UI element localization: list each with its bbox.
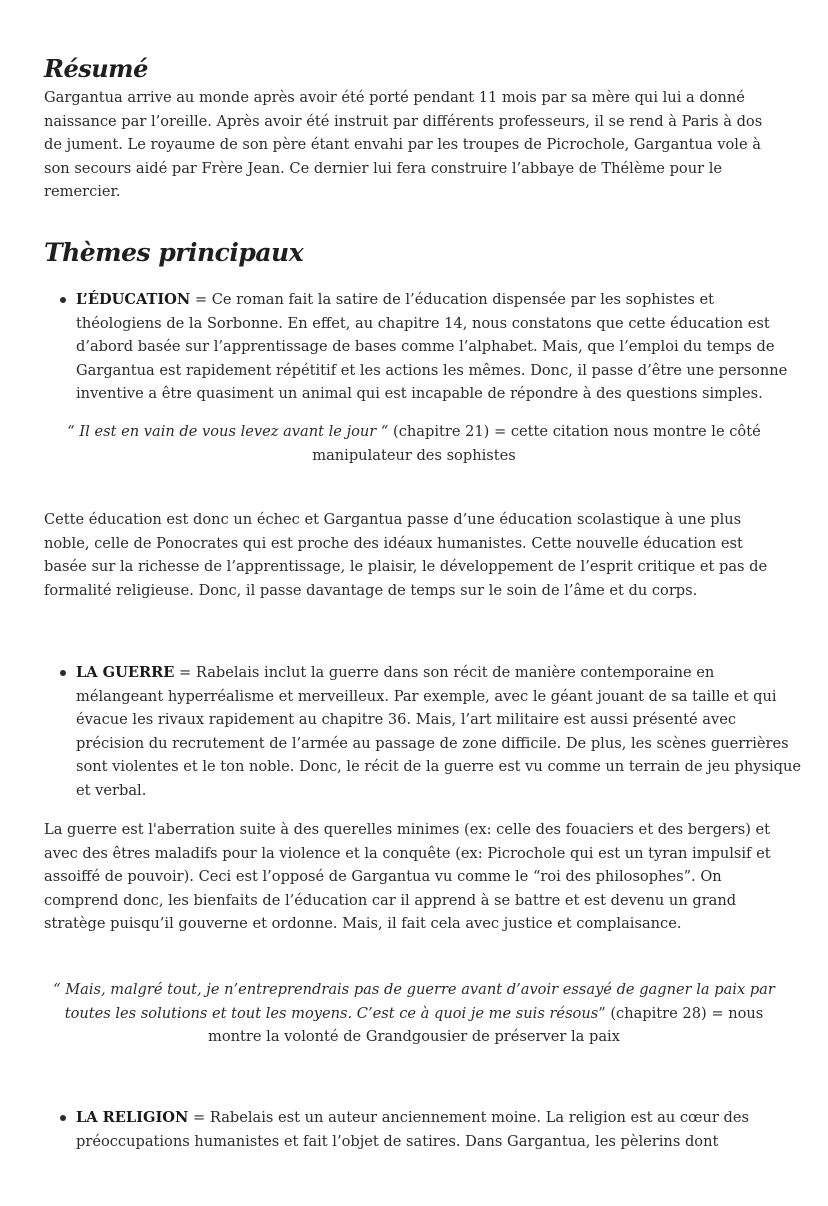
resume-paragraph: Gargantua arrive au monde après avoir été porté pendant 11 mois par sa mère qui lui a donné naissance par l’oreille. Après avoir été instruit par différents professeurs, il se rend à Paris à dos de jument. Le royaume de son père étant envahi par les troupes de Picrochole, Gargantua vole à son secours aidé par Frère Jean. Ce dernier lui fera construire l’abbaye de Thélème pour le remercier. — [44, 89, 763, 201]
education-quote — [44, 420, 784, 467]
guerre-followup: La guerre est l'aberration suite à des querelles minimes (ex: celle des fouaciers et des bergers) et avec des êtres maladifs pour la violence et la conquête (ex: Picrochole qui est un tyran impulsif et assoiffé de pouvoir). Ceci est l’opposé de Gargantua vu comme le “roi des philosophes”. On comprend donc, les bienfaits de l’éducation car il apprend à se battre et est devenu un grand stratège puisqu’il gouverne et ordonne. Mais, il fait cela avec justice et complaisance. — [44, 821, 771, 933]
education-term: L’ÉDUCATION — [76, 291, 191, 308]
education-text: = Ce roman fait la satire de l’éducation dispensée par les sophistes et théologiens de la Sorbonne. En effet, au chapitre 14, nous constatons que cette éducation est d’abord basée sur l’apprentissage de bases comme l’alphabet. Mais, que l’emploi du temps de Gargantua est rapidement répétitif et les actions les mêmes. Donc, il passe d’être une personne inventive a être quasiment un animal qui est incapable de répondre à des questions simples. — [76, 291, 788, 403]
education-followup: Cette éducation est donc un échec et Gargantua passe d’une éducation scolastique à une plus noble, celle de Ponocrates qui est proche des idéaux humanistes. Cette nouvelle éducation est basée sur la richesse de l’apprentissage, le plaisir, le développement de l’esprit critique et pas de formalité religieuse. Donc, il passe davantage de temps sur le soin de l’âme et du corps. — [44, 511, 768, 599]
education-quote-italic: “ Il est en vain de vous levez avant le jour “ — [67, 423, 389, 440]
education-quote-rest: (chapitre 21) = cette citation nous montre le côté manipulateur des sophistes — [312, 423, 761, 464]
bullet-dot-icon — [60, 297, 66, 303]
themes-heading: Thèmes principaux — [44, 238, 304, 267]
bullet-guerre — [60, 661, 802, 803]
bullet-dot-icon — [60, 670, 66, 676]
resume-heading: Résumé — [44, 54, 148, 83]
guerre-term: LA GUERRE — [76, 664, 175, 681]
bullet-dot-icon — [60, 1115, 66, 1121]
religion-text: = Rabelais est un auteur anciennement moine. La religion est au cœur des préoccupations humanistes et fait l’objet de satires. Dans Gargantua, les pèlerins dont — [76, 1109, 749, 1150]
bullet-religion — [60, 1106, 802, 1153]
guerre-text: = Rabelais inclut la guerre dans son récit de manière contemporaine en mélangeant hyperréalisme et merveilleux. Par exemple, avec le géant jouant de sa taille et qui évacue les rivaux rapidement au chapitre 36. Mais, l’art militaire est aussi présenté avec précision du recrutement de l’armée au passage de zone difficile. De plus, les scènes guerrières sont violentes et le ton noble. Donc, le récit de la guerre est vu comme un terrain de jeu physique et verbal. — [76, 664, 802, 799]
religion-term: LA RELIGION — [76, 1109, 189, 1126]
bullet-education — [60, 288, 802, 406]
guerre-quote-italic: “ Mais, malgré tout, je n’entreprendrais pas de guerre avant d’avoir essayé de gagner la paix par toutes les solutions et tout les moyens. C’est ce à quoi je me suis résous — [53, 981, 775, 1022]
guerre-quote — [44, 978, 784, 1049]
guerre-quote-rest: ” (chapitre 28) = nous montre la volonté de Grandgousier de préserver la paix — [208, 1004, 764, 1046]
